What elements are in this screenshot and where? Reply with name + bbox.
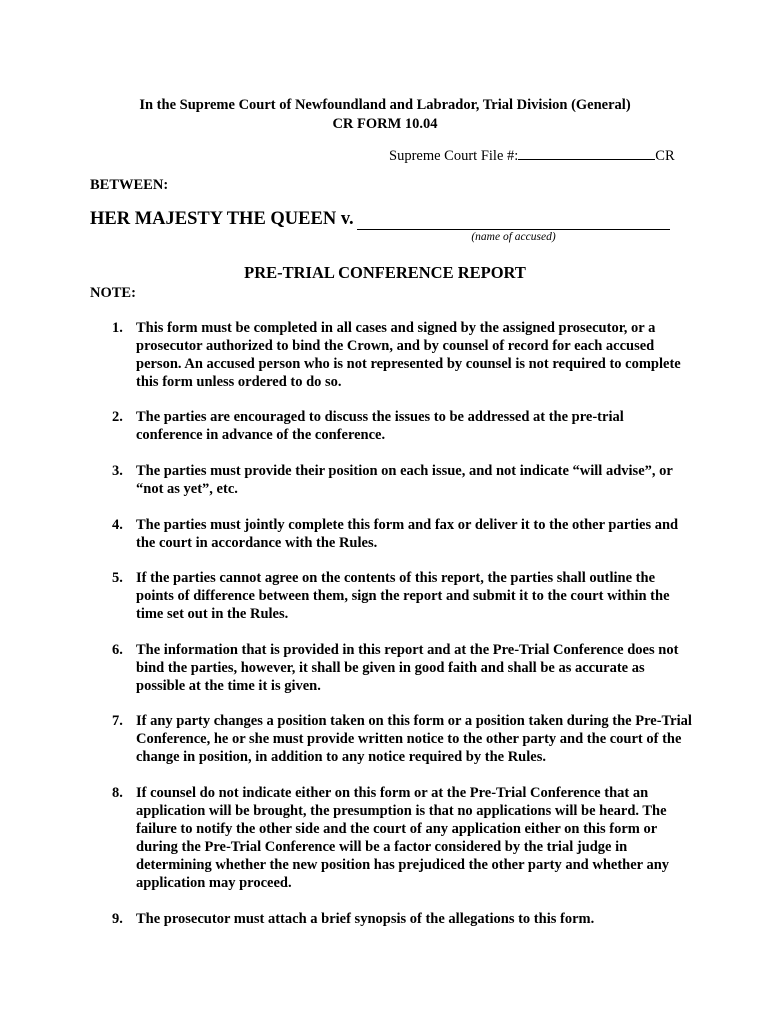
- note-text: If counsel do not indicate either on this form or at the Pre-Trial Conference that an application will be brought, the presumption is that no applications will be heard. The failure to notify the other side and the court of any application either on this form or during the Pre-Trial Conference will be a factor considered by the trial judge in determining whether the new position has prejudiced the other party and whether any application may proceed.: [136, 785, 670, 891]
- note-item-4: [112, 516, 692, 552]
- note-label: NOTE:: [90, 285, 136, 301]
- note-item-2: [112, 408, 692, 444]
- note-number: 1.: [112, 320, 123, 336]
- note-text: This form must be completed in all cases and signed by the assigned prosecutor, or a prosecutor authorized to bind the Crown, and by counsel of record for each accused person. An accused person who is not represented by counsel is not required to complete this form unless ordered to do so.: [136, 320, 681, 390]
- file-number-line: [389, 147, 675, 165]
- file-number-label: Supreme Court File #:: [389, 148, 519, 164]
- note-number: 8.: [112, 785, 123, 801]
- note-number: 4.: [112, 517, 123, 533]
- between-label: BETWEEN:: [90, 177, 169, 193]
- accused-name-field[interactable]: [357, 229, 670, 230]
- note-item-1: [112, 319, 692, 391]
- note-text: The parties are encouraged to discuss the issues to be addressed at the pre-trial conference in advance of the conference.: [136, 409, 624, 443]
- note-text: The prosecutor must attach a brief synopsis of the allegations to this form.: [136, 911, 595, 927]
- note-number: 7.: [112, 713, 123, 729]
- note-text: If the parties cannot agree on the contents of this report, the parties shall outline the points of difference between them, sign the report and submit it to the court within the time set out in the Rules.: [136, 570, 670, 622]
- note-number: 6.: [112, 642, 123, 658]
- report-title: PRE-TRIAL CONFERENCE REPORT: [244, 263, 526, 282]
- note-text: The parties must jointly complete this form and fax or deliver it to the other parties and the court in accordance with the Rules.: [136, 517, 679, 551]
- note-item-6: [112, 641, 692, 695]
- note-item-8: [112, 784, 692, 892]
- note-number: 9.: [112, 911, 123, 927]
- note-number: 3.: [112, 463, 123, 479]
- note-number: 2.: [112, 409, 123, 425]
- note-text: The information that is provided in this report and at the Pre-Trial Conference does not bind the parties, however, it shall be given in good faith and shall be as accurate as possible at the time it is given.: [136, 642, 679, 694]
- court-heading: In the Supreme Court of Newfoundland and Labrador, Trial Division (General): [139, 97, 631, 113]
- accused-caption: (name of accused): [471, 231, 556, 243]
- note-number: 5.: [112, 570, 123, 586]
- file-number-suffix: CR: [655, 148, 675, 164]
- note-text: If any party changes a position taken on this form or a position taken during the Pre-Trial Conference, he or she must provide written notice to the other party and the court of the change in position, in addition to any notice required by the Rules.: [136, 713, 692, 765]
- note-item-9: [112, 910, 692, 928]
- note-item-7: [112, 712, 692, 766]
- note-text: The parties must provide their position on each issue, and not indicate “will advise”, or “not as yet”, etc.: [136, 463, 673, 497]
- crown-party: HER MAJESTY THE QUEEN v.: [90, 209, 354, 229]
- note-item-5: [112, 569, 692, 623]
- file-number-field[interactable]: [518, 147, 655, 160]
- form-number: CR FORM 10.04: [332, 116, 438, 132]
- note-item-3: [112, 462, 692, 498]
